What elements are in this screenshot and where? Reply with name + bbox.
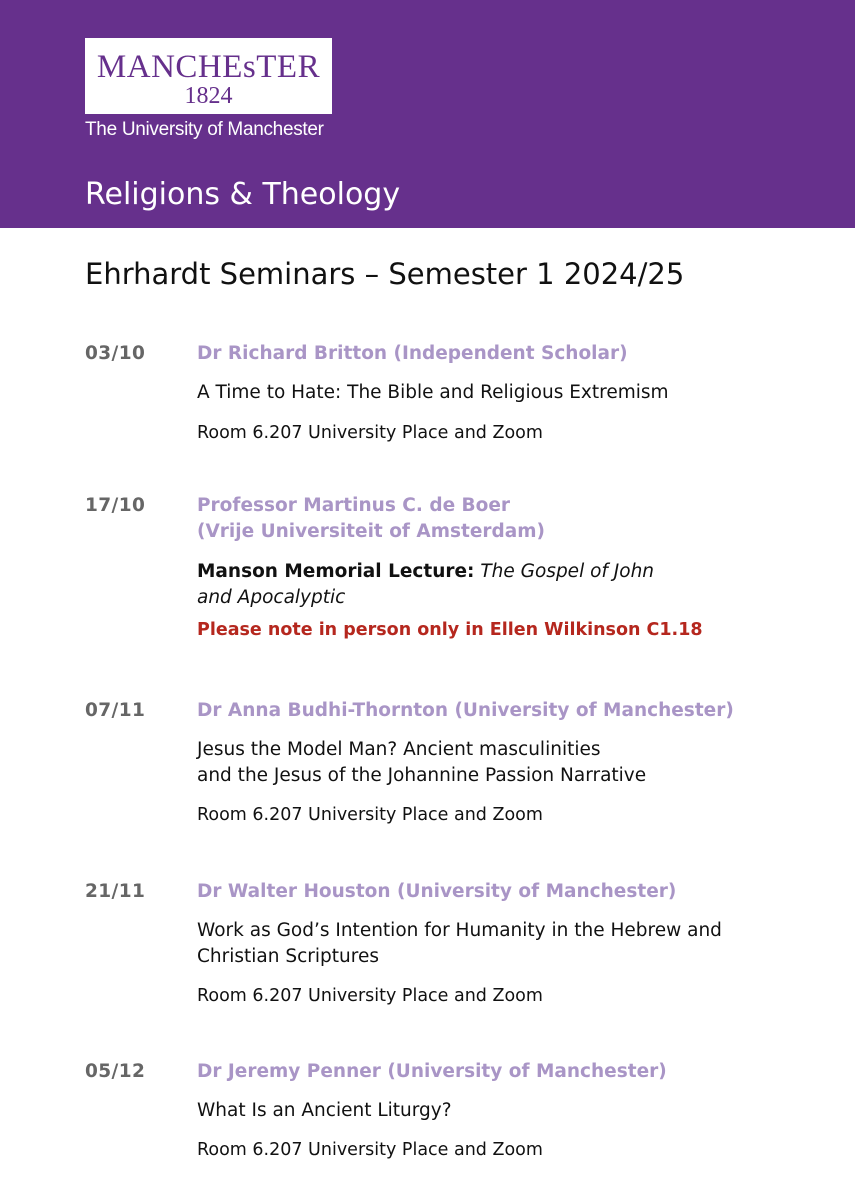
university-name: The University of Manchester <box>85 119 324 140</box>
seminar-speaker: Dr Walter Houston (University of Manchester) <box>197 881 677 902</box>
seminar-title: Jesus the Model Man? Ancient masculinities and the Jesus of the Johannine Passion Narrative <box>197 739 647 786</box>
seminar-venue: Room 6.207 University Place and Zoom <box>197 1140 543 1160</box>
page-title: Ehrhardt Seminars – Semester 1 2024/25 <box>85 257 685 291</box>
seminar-title: What Is an Ancient Liturgy? <box>197 1100 452 1121</box>
seminar-venue: Room 6.207 University Place and Zoom <box>197 423 543 443</box>
seminar-venue: Room 6.207 University Place and Zoom <box>197 986 543 1006</box>
university-logo <box>85 38 332 114</box>
header-banner <box>0 0 855 228</box>
logo-wordmark: MANCHEsTER <box>96 49 321 85</box>
seminar-title: The Gospel of John and Apocalyptic <box>197 561 655 608</box>
seminar-date: 07/11 <box>85 700 146 721</box>
seminar-date: 21/11 <box>85 881 146 902</box>
logo-year: 1824 <box>184 83 233 109</box>
seminar-title: A Time to Hate: The Bible and Religious Extremism <box>197 382 669 403</box>
department-name: Religions & Theology <box>85 177 401 212</box>
seminar-date: 05/12 <box>85 1061 146 1082</box>
seminar-venue: Room 6.207 University Place and Zoom <box>197 805 543 825</box>
seminar-speaker: Dr Richard Britton (Independent Scholar) <box>197 343 628 364</box>
seminar-date: 03/10 <box>85 343 146 364</box>
seminar-date: 17/10 <box>85 495 146 516</box>
seminar-title: Work as God’s Intention for Humanity in the Hebrew and Christian Scriptures <box>197 920 722 967</box>
seminar-speaker: Professor Martinus C. de Boer (Vrije Universiteit of Amsterdam) <box>197 495 545 542</box>
venue-notice: Please note in person only in Ellen Wilkinson C1.18 <box>197 620 703 640</box>
seminar-speaker: Dr Jeremy Penner (University of Manchester) <box>197 1061 667 1082</box>
seminar-speaker: Dr Anna Budhi-Thornton (University of Manchester) <box>197 700 734 721</box>
seminar-title-block <box>197 559 837 611</box>
lecture-label: Manson Memorial Lecture: <box>197 561 475 582</box>
